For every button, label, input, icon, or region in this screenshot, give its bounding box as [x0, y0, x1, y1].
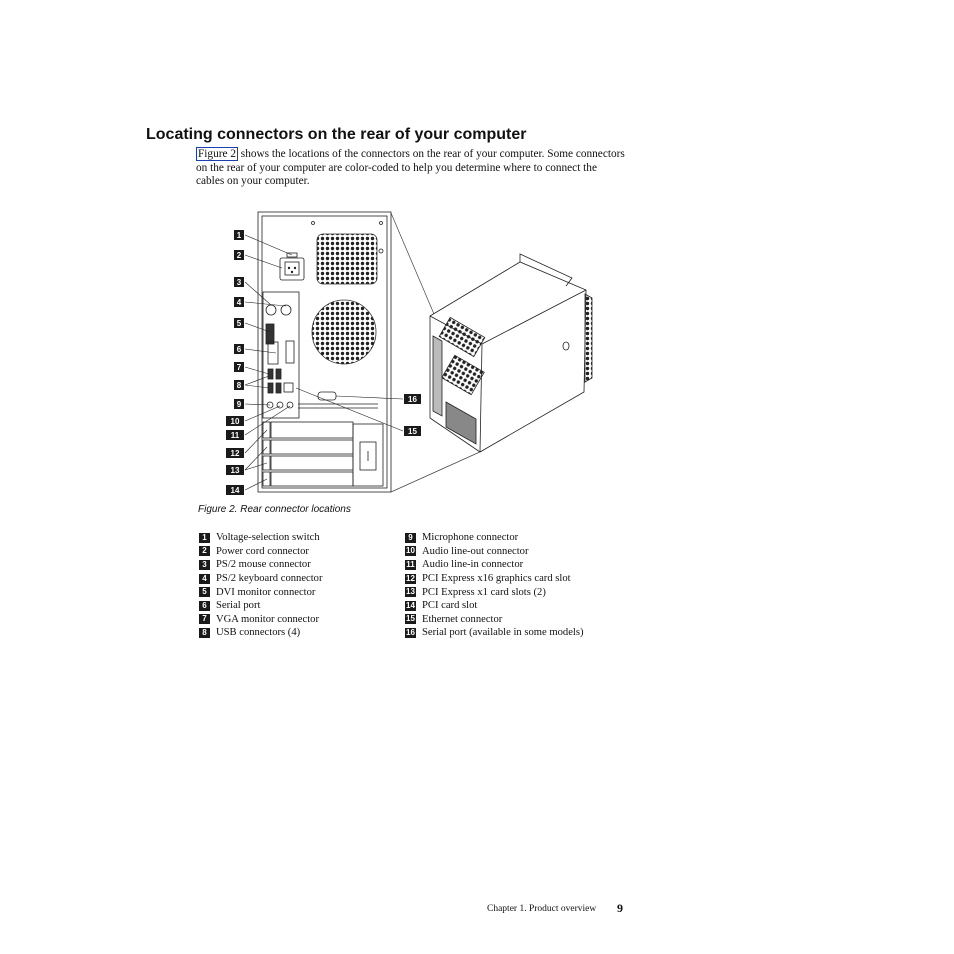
- legend-item-11: [405, 558, 584, 572]
- callout-badge: 15: [406, 614, 415, 624]
- svg-text:10: 10: [230, 417, 240, 426]
- legend-label: PCI card slot: [422, 600, 478, 612]
- svg-text:14: 14: [230, 486, 240, 495]
- legend-label: Audio line-in connector: [422, 559, 524, 571]
- section-heading: Locating connectors on the rear of your computer: [146, 126, 527, 143]
- legend-item-10: [405, 545, 584, 559]
- svg-text:1: 1: [236, 231, 242, 240]
- callout-badge: 12: [406, 573, 415, 583]
- svg-text:8: 8: [236, 381, 242, 390]
- rear-panel-drawing: [258, 212, 391, 492]
- svg-text:16: 16: [408, 395, 417, 404]
- legend-label: Voltage-selection switch: [216, 532, 320, 544]
- rear-connector-figure: [220, 206, 610, 498]
- callout-badge: 8: [199, 628, 210, 638]
- legend-label: Serial port: [216, 600, 261, 612]
- svg-text:15: 15: [408, 427, 417, 436]
- legend-item-5: [199, 585, 323, 599]
- legend-item-12: [405, 572, 584, 586]
- legend-label: DVI monitor connector: [216, 586, 316, 598]
- legend-item-7: [199, 613, 323, 627]
- legend-label: PCI Express x16 graphics card slot: [422, 573, 571, 585]
- legend-right-column: [405, 531, 584, 640]
- svg-text:12: 12: [230, 449, 240, 458]
- legend-left-column: [199, 531, 323, 640]
- figure-callout-13: [226, 465, 244, 475]
- figure-callout-16: [404, 394, 421, 404]
- legend-label: Audio line-out connector: [422, 545, 529, 557]
- legend-item-9: [405, 531, 584, 545]
- legend-label: PCI Express x1 card slots (2): [422, 586, 546, 598]
- svg-text:7: 7: [236, 363, 242, 372]
- legend-item-13: [405, 585, 584, 599]
- legend-item-15: [405, 613, 584, 627]
- figure-callout-15: [404, 426, 421, 436]
- figure-callout-1: [234, 230, 244, 240]
- svg-text:11: 11: [230, 431, 240, 440]
- callout-badge: 13: [406, 587, 415, 597]
- figure-callout-3: [234, 277, 244, 287]
- svg-text:9: 9: [236, 400, 242, 409]
- legend-item-16: [405, 626, 584, 640]
- legend-label: Ethernet connector: [422, 613, 503, 625]
- figure-2-link[interactable]: Figure 2: [198, 148, 236, 160]
- legend-item-14: [405, 599, 584, 613]
- figure-callout-9: [234, 399, 244, 409]
- page-number: 9: [617, 901, 623, 915]
- figure-callout-6: [234, 344, 244, 354]
- svg-text:4: 4: [236, 298, 242, 307]
- callout-badge: 6: [199, 601, 210, 611]
- callout-badge: 4: [199, 574, 210, 584]
- callout-badge: 5: [199, 587, 210, 597]
- legend-label: Power cord connector: [216, 545, 309, 557]
- figure-caption: Figure 2. Rear connector locations: [198, 504, 351, 515]
- callout-badge: 11: [406, 559, 415, 569]
- legend-item-2: [199, 545, 323, 559]
- svg-text:13: 13: [230, 466, 240, 475]
- intro-paragraph: [196, 148, 626, 189]
- svg-text:3: 3: [236, 278, 242, 287]
- legend-item-4: [199, 572, 323, 586]
- figure-callout-8: [234, 380, 244, 390]
- legend-label: Microphone connector: [422, 532, 519, 544]
- callout-badge: 3: [199, 560, 210, 570]
- legend-item-1: [199, 531, 323, 545]
- callouts-right: [404, 394, 421, 436]
- footer-chapter: Chapter 1. Product overview: [487, 904, 597, 914]
- figure-callout-10: [226, 416, 244, 426]
- tower-3d-drawing: [430, 254, 592, 452]
- legend-item-8: [199, 626, 323, 640]
- callout-badge: 7: [199, 614, 210, 624]
- svg-text:6: 6: [236, 345, 242, 354]
- callout-badge: 14: [406, 600, 415, 610]
- callout-badge: 16: [406, 627, 415, 637]
- legend-label: Serial port (available in some models): [422, 627, 584, 639]
- callouts-left: [226, 230, 244, 495]
- callout-badge: 2: [199, 546, 210, 556]
- svg-text:2: 2: [236, 251, 242, 260]
- callout-badge: 10: [406, 546, 415, 556]
- figure-callout-2: [234, 250, 244, 260]
- figure-callout-14: [226, 485, 244, 495]
- legend-item-3: [199, 558, 323, 572]
- legend-item-6: [199, 599, 323, 613]
- legend-label: USB connectors (4): [216, 627, 301, 639]
- intro-text: shows the locations of the connectors on the rear of your computer. Some connectors on the rear of your computer are color-coded to help you determine where to connect the cables on your computer.: [196, 148, 625, 188]
- figure-callout-4: [234, 297, 244, 307]
- svg-text:5: 5: [236, 319, 242, 328]
- callout-badge: 9: [405, 533, 416, 543]
- figure-callout-5: [234, 318, 244, 328]
- legend-label: PS/2 keyboard connector: [216, 573, 323, 585]
- legend-label: PS/2 mouse connector: [216, 559, 311, 571]
- figure-callout-12: [226, 448, 244, 458]
- figure-callout-7: [234, 362, 244, 372]
- legend-label: VGA monitor connector: [216, 613, 319, 625]
- callout-badge: 1: [199, 533, 210, 543]
- figure-callout-11: [226, 430, 244, 440]
